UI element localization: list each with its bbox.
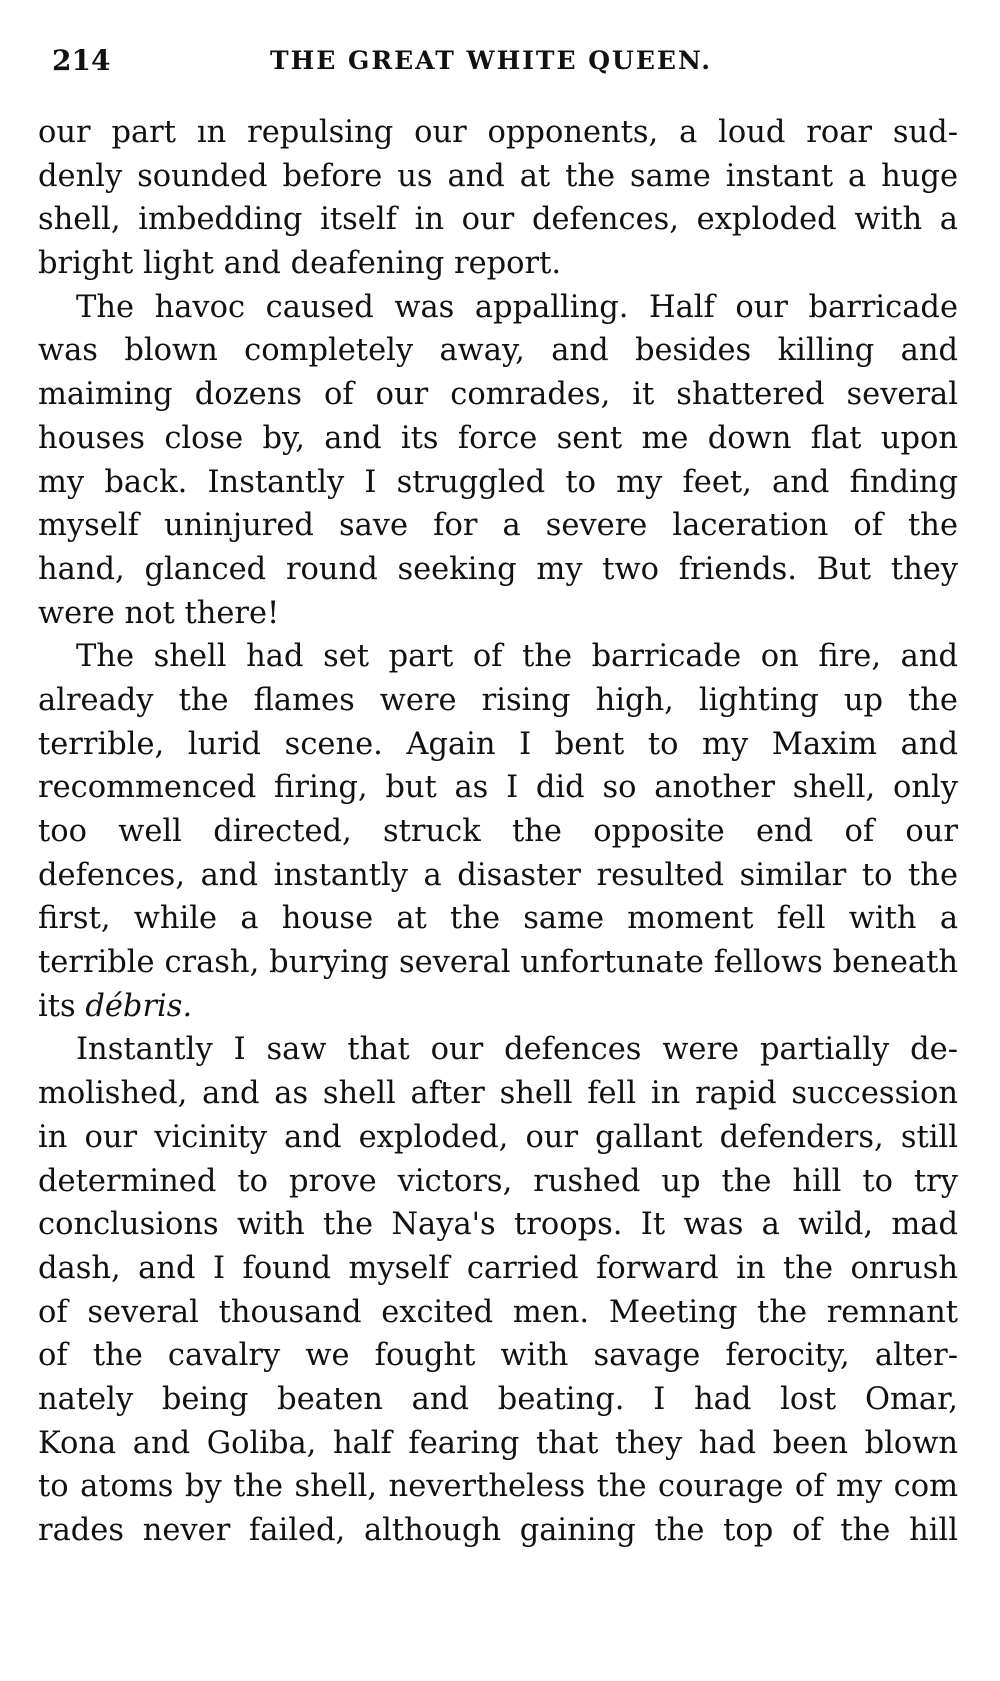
text-line: dash, and I found myself carried forward in the onrush [38, 1250, 958, 1286]
text-line: already the flames were rising high, lighting up the [38, 682, 958, 718]
text-line: hand, glanced round seeking my two friends. But they [38, 551, 958, 587]
text-line: of the cavalry we fought with savage ferocity, alter- [38, 1338, 958, 1374]
text-line: The havoc caused was appalling. Half our barricade [76, 289, 958, 325]
text-line: too well directed, struck the opposite end of our [38, 814, 958, 849]
text-line: my back. Instantly I struggled to my feet, and finding [38, 464, 958, 500]
text-line: defences, and instantly a disaster resulted similar to the [38, 857, 958, 893]
page-number: 214 [52, 44, 111, 77]
text-line: Instantly I saw that our defences were partially de- [76, 1032, 958, 1068]
italic-word: débris. [85, 988, 193, 1024]
text-line: to atoms by the shell, nevertheless the courage of my com [38, 1469, 958, 1505]
text-line: denly sounded before us and at the same instant a huge [38, 158, 958, 194]
text-line [38, 985, 958, 1029]
text-line: nately being beaten and beating. I had lost Omar, [38, 1381, 958, 1417]
text-line: was blown completely away, and besides killing and [38, 333, 958, 369]
text-line: myself uninjured save for a severe laceration of the [38, 508, 958, 544]
paragraph-3 [38, 635, 958, 1028]
paragraph-4 [38, 1028, 958, 1552]
text-line: our part ın repulsing our opponents, a loud roar sud- [38, 115, 958, 150]
text-line: Kona and Goliba, half fearing that they had been blown [38, 1425, 958, 1461]
text-line: The shell had set part of the barricade on fire, and [76, 639, 958, 675]
text-line: bright light and deafening report. [38, 246, 562, 282]
body-text [38, 111, 958, 1553]
text-line: molished, and as shell after shell fell in rapid succession [38, 1076, 958, 1112]
page-header [52, 44, 772, 84]
text-line: first, while a house at the same moment fell with a [38, 901, 958, 937]
line-prefix: its [38, 988, 86, 1024]
paragraph-2 [38, 286, 958, 636]
text-line: determined to prove victors, rushed up the hill to try [38, 1163, 958, 1199]
text-line: in our vicinity and exploded, our gallant defenders, still [38, 1119, 958, 1155]
text-line: conclusions with the Naya's troops. It was a wild, mad [38, 1207, 958, 1243]
text-line: rades never failed, although gaining the top of the hill [38, 1513, 958, 1548]
text-line: terrible, lurid scene. Again I bent to my Maxim and [38, 726, 958, 762]
text-line: maiming dozens of our comrades, it shattered several [38, 377, 958, 413]
text-line: houses close by, and its force sent me down flat upon [38, 420, 958, 456]
text-line: of several thousand excited men. Meeting the remnant [38, 1294, 958, 1330]
text-line: were not there! [38, 595, 280, 631]
paragraph-1 [38, 111, 958, 286]
text-line: recommenced firing, but as I did so another shell, only [38, 770, 958, 806]
text-line: terrible crash, burying several unfortunate fellows beneath [38, 945, 958, 981]
text-line: shell, imbedding itself in our defences, exploded with a [38, 202, 958, 238]
running-head: THE GREAT WHITE QUEEN. [270, 46, 712, 75]
